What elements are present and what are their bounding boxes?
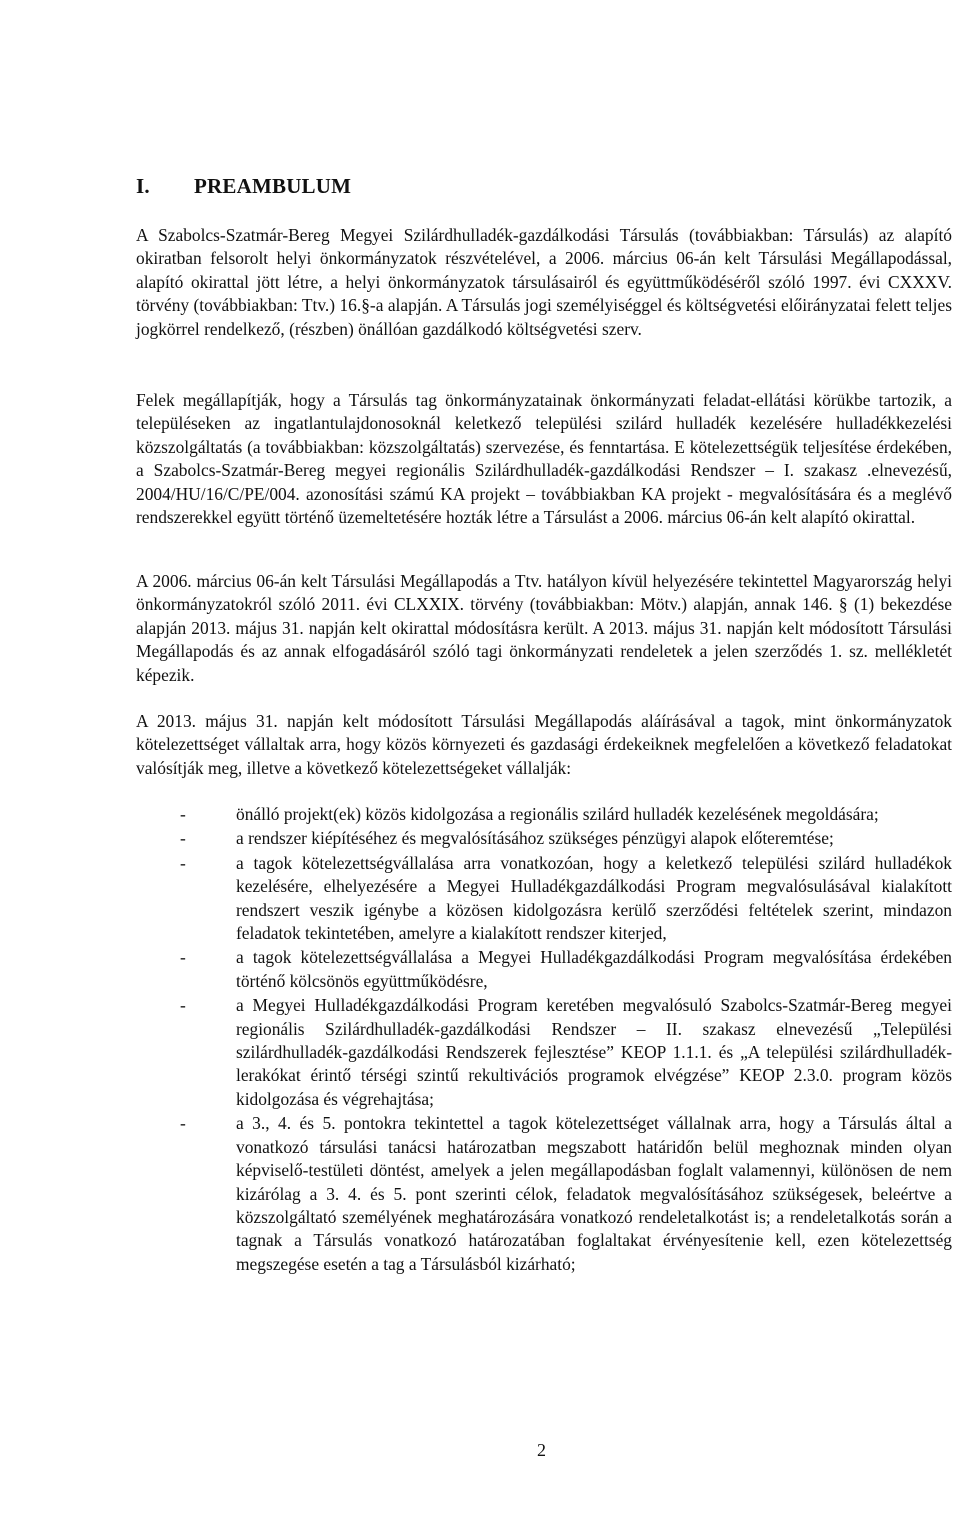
list-bullet: - <box>180 1113 186 1134</box>
paragraph-2 <box>136 389 952 553</box>
paragraph-text: A 2013. május 31. napján kelt módosított Társulási Megállapodás aláírásával a tagok, mint önkormányzatok kötelezettséget vállaltak arra, hogy közös környezeti és gazdasági érdekeiknek megfelelően a következő feladatokat valósítják meg, illetve a következő kötelezettségeket vállalják: <box>136 711 952 778</box>
paragraph-3 <box>136 570 952 710</box>
paragraph-text: A 2006. március 06-án kelt Társulási Megállapodás a Ttv. hatályon kívül helyezésére tekintettel Magyarország helyi önkormányzatokról szóló 2011. évi CLXXIX. törvény (továbbiakban: Mötv.) alapján, annak 146. § (1) bekezdése alapján 2013. május 31. napján kelt okirattal módosításra került. A 2013. május 31. napján kelt módosított Társulási Megállapodás és az annak elfogadásáról szóló tagi önkormányzati rendeletek a jelen szerződés 1. sz. mellékletét képezik. <box>136 571 952 685</box>
list-item <box>136 946 952 993</box>
list-bullet: - <box>180 852 186 873</box>
section-title: PREAMBULUM <box>194 174 352 198</box>
list-item-text: a 3., 4. és 5. pontokra tekintettel a tagok kötelezettséget vállalnak arra, hogy a Társulás által a vonatkozó társulási tanácsi határozatban megszabott határidőn belül meghoznak minden olyan képviselő-testületi döntést, amelyek a jelen megállapodásban foglalt valamennyi, különösen de nem kizárólag a 3. 4. és 5. pont szerinti célok, feladatok megvalósításához szükségesek, beleértve a közszolgáltató személyének meghatározására vonatkozó rendeletalkotást is; a rendeletalkotás során a tagnak a Társulás vonatkozó határozatában foglaltakat érvényesítenie kell, ezen kötelezettség megszegése esetén a tag a Társulásból kizárható; <box>236 1113 952 1274</box>
list-item-text: a tagok kötelezettségvállalása arra vonatkozóan, hogy a keletkező települési szilárd hulladékok kezelésére, elhelyezésére a Megyei Hulladékgazdálkodási Program megvalósulásával kialakított rendszert veszik igénybe a közösen kidolgozásra kerülő szerződési feltételek szerint, mindazon feladatok tekintetében, amelyre a kialakított rendszer kiterjed, <box>236 852 952 944</box>
list-bullet: - <box>180 947 186 968</box>
list-bullet: - <box>180 828 186 849</box>
paragraph-text: A Szabolcs-Szatmár-Bereg Megyei Szilárdhulladék-gazdálkodási Társulás (továbbiakban: Társulás) az alapító okiratban felsorolt helyi önkormányzatok részvételével, a 2006. március 06-án kelt Társulási Megállapodással, alapító okirattal jött létre, a helyi önkormányzatok társulásairól és együttműködéséről szóló 1997. évi CXXXV. törvény (továbbiakban: Ttv.) 16.§-a alapján. A Társulás jogi személyiséggel és költségvetési előirányzatai felett teljes jogkörrel rendelkező, (részben) önállóan gazdálkodó költségvetési szerv. <box>136 225 952 339</box>
list-item-text: önálló projekt(ek) közös kidolgozása a regionális szilárd hulladék kezelésének megoldására; <box>236 804 879 824</box>
list-item-text: a tagok kötelezettségvállalása a Megyei Hulladékgazdálkodási Program megvalósítása érdekében történő kölcsönös együttműködésre, <box>236 947 952 991</box>
paragraph-text: Felek megállapítják, hogy a Társulás tag önkormányzatainak önkormányzati feladat-ellátási körükbe tartozik, a településeken az ingatlantulajdonosoknál keletkező települési szilárd hulladék kezelésére hulladékkezelési közszolgáltatás (a továbbiakban: közszolgáltatás) szervezése, és fenntartása. E kötelezettségük teljesítése érdekében, a Szabolcs-Szatmár-Bereg megyei regionális Szilárdhulladék-gazdálkodási Rendszer – I. szakasz .elnevezésű, 2004/HU/16/C/PE/004. azonosítási számú KA projekt – továbbiakban KA projekt - megvalósítására és a meglévő rendszerekkel együtt történő üzemeltetésére hozták létre a Társulást a 2006. március 06-án kelt alapító okirattal. <box>136 390 952 528</box>
list-item <box>136 827 952 850</box>
list-bullet: - <box>180 995 186 1016</box>
list-item <box>136 852 952 946</box>
list-item-text: a Megyei Hulladékgazdálkodási Program keretében megvalósuló Szabolcs-Szatmár-Bereg megyei regionális Szilárdhulladék-gazdálkodási Rendszer – II. szakasz elnevezésű „Települési szilárdhulladék-gazdálkodási Rendszerek fejlesztése” KEOP 1.1.1. és „A települési szilárdhulladék-lerakókat érintő térségi szintű rekultivációs programok elvégzése” KEOP 2.3.0. program közös kidolgozása és végrehajtása; <box>236 995 952 1109</box>
list-item-text: a rendszer kiépítéséhez és megvalósításához szükséges pénzügyi alapok előteremtése; <box>236 828 834 849</box>
list-bullet: - <box>180 804 186 824</box>
paragraph-1 <box>136 224 952 364</box>
paragraph-4 <box>136 710 952 804</box>
obligation-list <box>136 803 952 1277</box>
list-item <box>136 994 952 1111</box>
page-number: 2 <box>537 1440 546 1460</box>
section-heading <box>136 174 351 199</box>
section-number: I. <box>136 174 150 198</box>
list-item <box>136 803 952 826</box>
list-item <box>136 1112 952 1276</box>
